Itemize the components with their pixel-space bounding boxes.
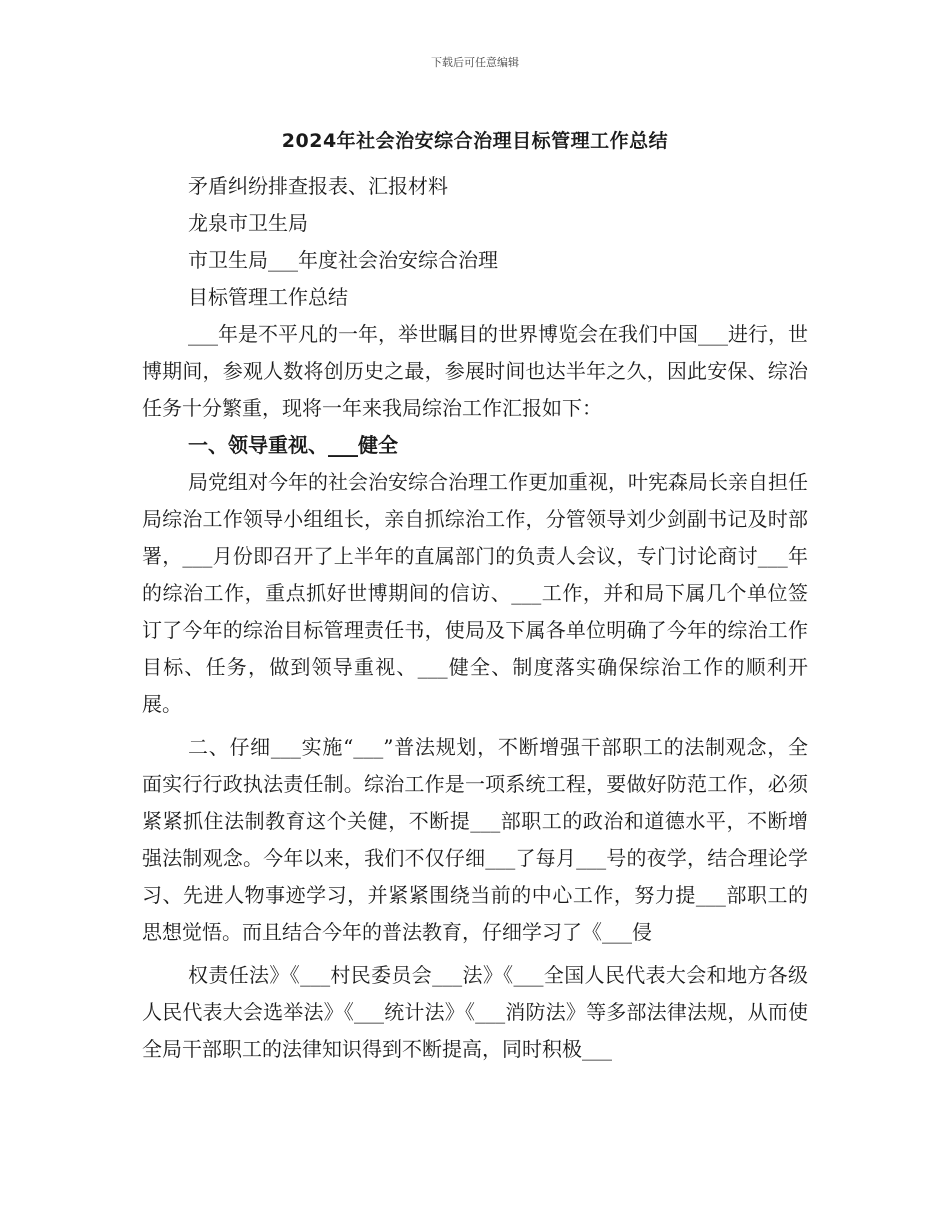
paragraph-org: 龙泉市卫生局 [188, 211, 308, 235]
document-title: 2024年社会治安综合治理目标管理工作总结 [281, 130, 669, 152]
paragraph-subtitle-3: 目标管理工作总结 [188, 285, 348, 309]
section-heading-1: 一、领导重视、___健全 [188, 433, 398, 457]
paragraph-subtitle-1: 矛盾纠纷排查报表、汇报材料 [188, 174, 448, 198]
document-body [142, 168, 808, 1068]
paragraph-intro: ___年是不平凡的一年，举世瞩目的世界博览会在我们中国___进行，世博期间，参观人数将创历史之最，参展时间也达半年之久，因此安保、综治任务十分繁重，现将一年来我局综治工作汇报如下： [142, 322, 808, 420]
paragraph-section-2-cont: 权责任法》《___村民委员会___法》《___全国人民代表大会和地方各级人民代表大会选举法》《___统计法》《___消防法》等多部法律法规，从而使全局干部职工的法律知识得到不断提高，同时积极___ [142, 963, 808, 1061]
paragraph-section-2: 二、仔细___实施“___”普法规划，不断增强干部职工的法制观念，全面实行行政执法责任制。综治工作是一项系统工程，要做好防范工作，必须紧紧抓住法制教育这个关健，不断提___部职工的政治和道德水平，不断增强法制观念。今年以来，我们不仅仔细___了每月___号的夜学，结合理论学习、先进人物事迹学习，并紧紧围绕当前的中心工作，努力提___部职工的思想觉悟。而且结合今年的普法教育，仔细学习了《___侵 [142, 735, 808, 944]
paragraph-subtitle-2: 市卫生局___年度社会治安综合治理 [188, 248, 498, 272]
header-note: 下载后可任意编辑 [431, 56, 519, 69]
paragraph-section-1: 局党组对今年的社会治安综合治理工作更加重视，叶宪森局长亲自担任局综治工作领导小组组长，亲自抓综治工作，分管领导刘少剑副书记及时部署，___月份即召开了上半年的直属部门的负责人会议，专门讨论商讨___年的综治工作，重点抓好世博期间的信访、___工作，并和局下属几个单位签订了今年的综治目标管理责任书，使局及下属各单位明确了今年的综治工作目标、任务，做到领导重视、___健全、制度落实确保综治工作的顺利开展。 [142, 470, 808, 716]
